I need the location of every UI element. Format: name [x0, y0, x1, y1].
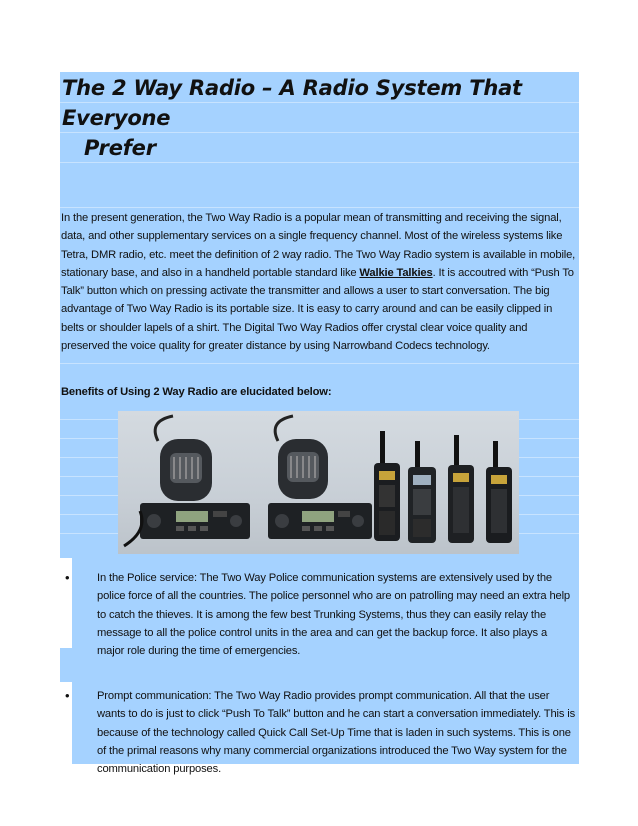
list-item	[65, 569, 579, 658]
bullet-icon: •	[65, 570, 70, 585]
mobile-radio-left	[124, 503, 250, 546]
radios-illustration	[118, 411, 519, 554]
title-line-1: The 2 Way Radio – A Radio System That Everyone	[62, 76, 522, 130]
benefits-heading: Benefits of Using 2 Way Radio are elucidated below:	[61, 386, 332, 398]
page-title	[62, 73, 577, 163]
handheld-radio-2	[408, 441, 436, 543]
bullet-icon: •	[65, 688, 70, 703]
band-rule	[60, 363, 579, 364]
bullet-text-prompt: Prompt communication: The Two Way Radio provides prompt communication. All that the user wants to do is just to click “Push To Talk” button and he can start a conversation immediately. This is because of the technology called Quick Call Set-Up Time that is laden in such systems. This is one of the primal reasons why many commercial organizations introduced the Two Way system for the communication purposes.	[97, 690, 576, 776]
intro-paragraph	[61, 209, 577, 355]
handheld-radio-1	[374, 431, 400, 541]
microphone-left	[155, 416, 212, 501]
list-item	[65, 687, 579, 776]
handheld-radio-4	[486, 441, 512, 543]
handheld-radio-3	[448, 435, 474, 543]
mobile-radio-right	[268, 503, 372, 539]
title-line-2: Prefer	[84, 136, 156, 160]
walkie-talkies-link[interactable]: Walkie Talkies	[359, 266, 433, 279]
bullet-text-police: In the Police service: The Two Way Police communication systems are extensively used by the police force of all the countries. The police personnel who are on patrolling may need an extra help to catch the thieves. It is among the few best Trunking Systems, thus they can easily relay the message to all the police control units in the area and can get the backup force. It also plays a major role during the time of emergencies.	[97, 572, 570, 658]
two-way-radios-photo	[118, 411, 519, 554]
microphone-right	[275, 416, 328, 499]
intro-text-end: . It is accoutred with “Push To Talk” button which on pressing activate the transmitter and allows a user to start conversation. The big advantage of Two Way Radio is its portable size. It is easy to carry around and can be easily clipped in belts or shoulder lapels of a shirt. The Digital Two Way Radios offer crystal clear voice quality and preserved the voice quality for greater distance by using Narrowband Codecs technology.	[61, 266, 574, 353]
band-rule	[60, 207, 579, 208]
intro-text-start: In the present generation, the Two Way Radio is a popular mean of transmitting and receiving the signal, data, and other supplementary services on a single frequency channel. Most of the wireless systems like Tetra, DMR radio, etc. meet the definition of 2 way radio. The Two Way Radio system is available in mobile, stationary base, and also in a handheld portable standard like	[61, 212, 576, 279]
